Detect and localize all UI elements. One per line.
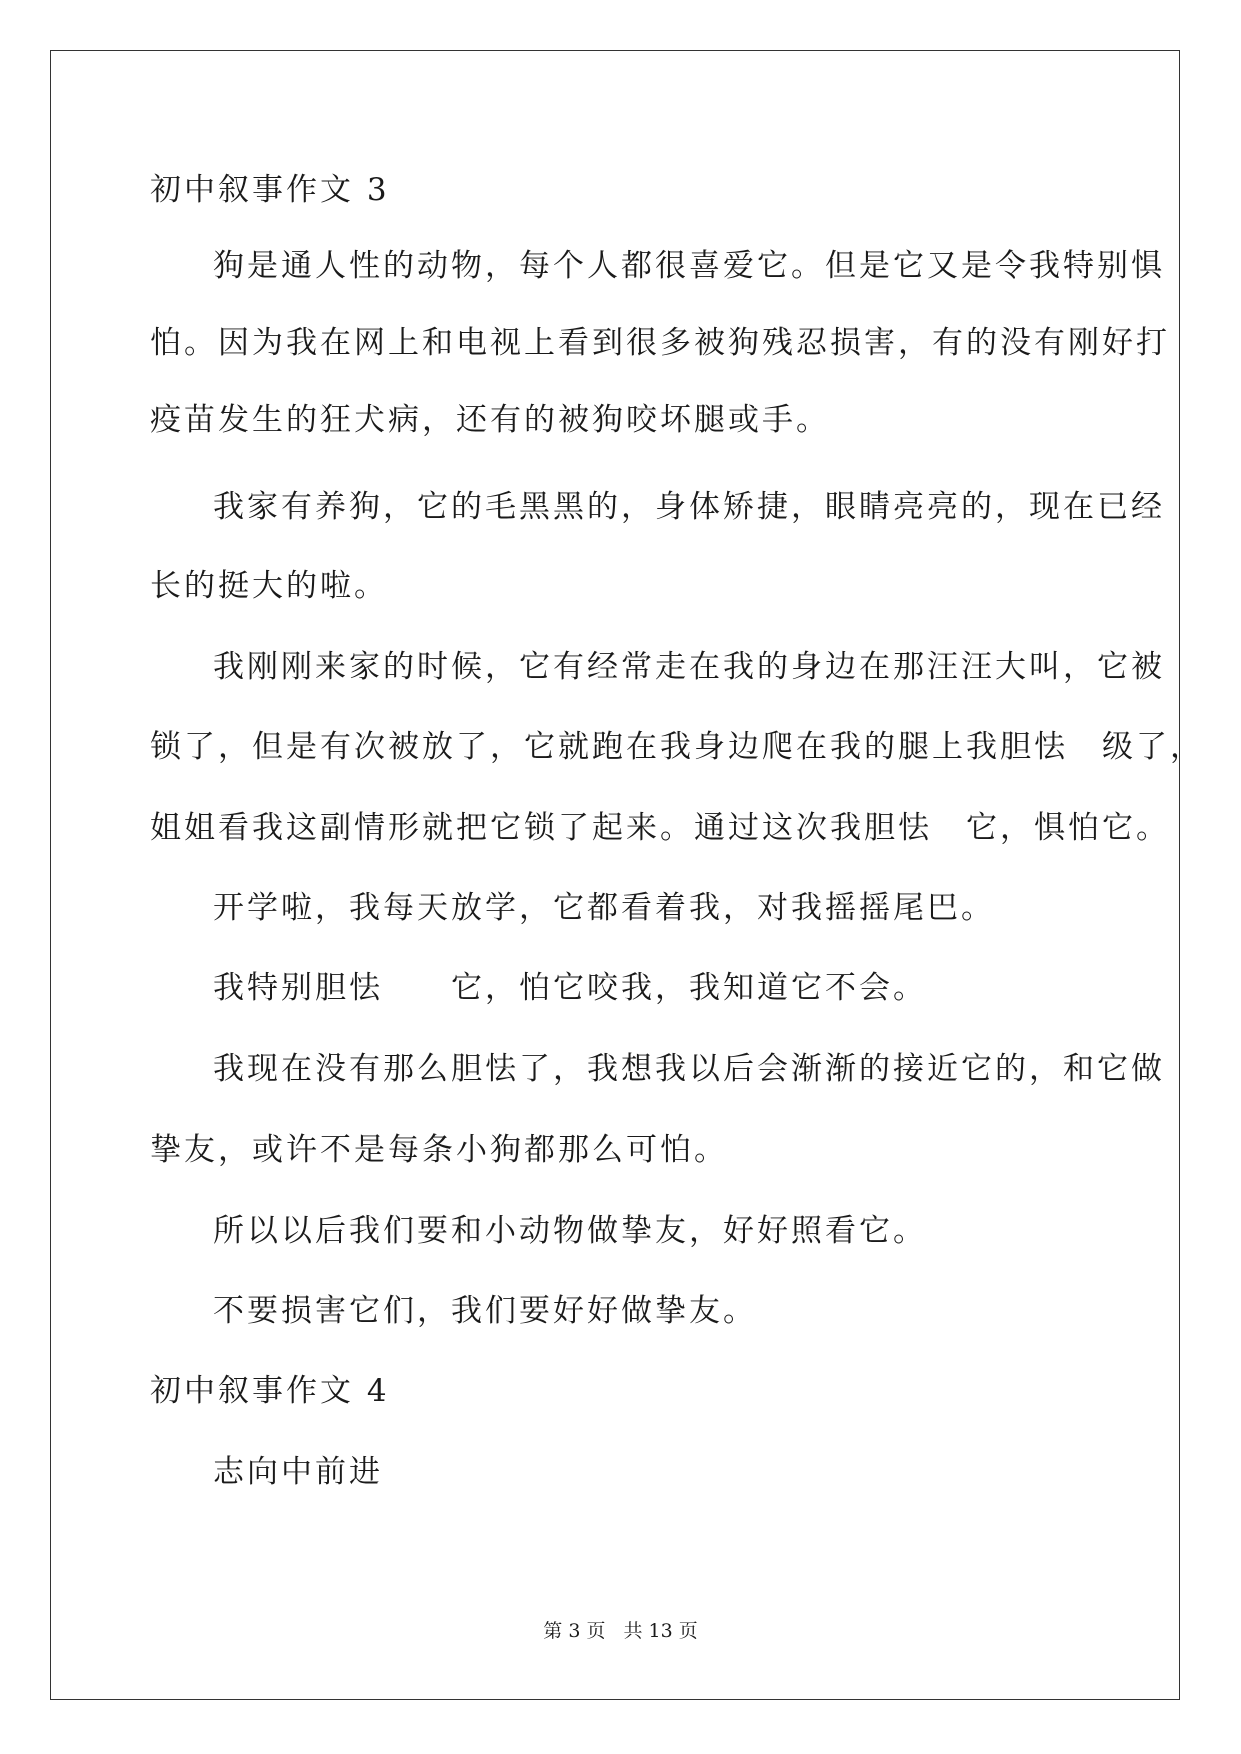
paragraph-line: 我刚刚来家的时候，它有经常走在我的身边在那汪汪大叫，它被 bbox=[213, 649, 1165, 685]
paragraph-line: 所以以后我们要和小动物做挚友，好好照看它。 bbox=[213, 1213, 927, 1249]
paragraph-line: 我特别胆怯 它，怕它咬我，我知道它不会。 bbox=[213, 970, 927, 1006]
paragraph-line: 锁了，但是有次被放了，它就跑在我身边爬在我的腿上我胆怯 级了， bbox=[150, 729, 1204, 765]
paragraph-line: 我现在没有那么胆怯了，我想我以后会渐渐的接近它的，和它做 bbox=[213, 1051, 1165, 1087]
page-number: 第 3 页 bbox=[543, 1620, 606, 1642]
page-total: 共 13 页 bbox=[623, 1620, 698, 1642]
paragraph-line: 我家有养狗，它的毛黑黑的，身体矫捷，眼睛亮亮的，现在已经 bbox=[213, 489, 1165, 525]
paragraph-line: 不要损害它们，我们要好好做挚友。 bbox=[213, 1293, 757, 1329]
page-footer bbox=[0, 1619, 1241, 1643]
essay-3-heading: 初中叙事作文 3 bbox=[150, 172, 390, 208]
paragraph-line: 疫苗发生的狂犬病，还有的被狗咬坏腿或手。 bbox=[150, 402, 830, 438]
paragraph-line: 挚友，或许不是每条小狗都那么可怕。 bbox=[150, 1132, 728, 1168]
paragraph-line: 姐姐看我这副情形就把它锁了起来。通过这次我胆怯 它，惧怕它。 bbox=[150, 810, 1170, 846]
paragraph-line: 志向中前进 bbox=[213, 1454, 383, 1490]
essay-4-heading: 初中叙事作文 4 bbox=[150, 1373, 390, 1409]
paragraph-line: 开学啦，我每天放学，它都看着我，对我摇摇尾巴。 bbox=[213, 890, 995, 926]
paragraph-line: 狗是通人性的动物，每个人都很喜爱它。但是它又是令我特别惧 bbox=[213, 248, 1165, 284]
paragraph-line: 长的挺大的啦。 bbox=[150, 568, 388, 604]
paragraph-line: 怕。因为我在网上和电视上看到很多被狗残忍损害，有的没有刚好打 bbox=[150, 325, 1170, 361]
